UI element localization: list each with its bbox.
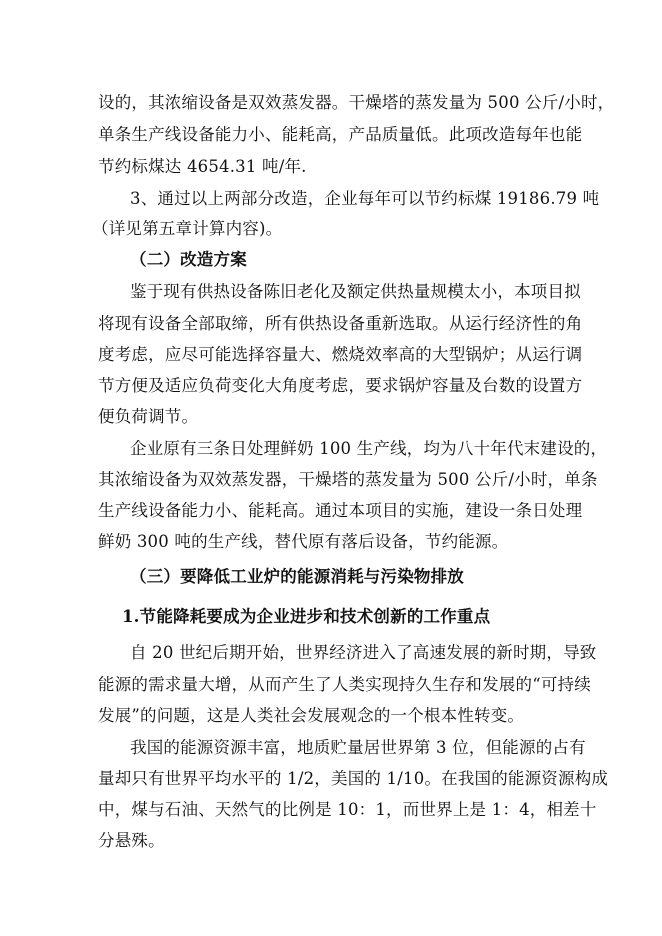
text-line: 便负荷调节。 [98,407,199,426]
text-line: 分悬殊。 [98,831,165,850]
text-line: 节约标煤达 4654.31 吨/年. [98,157,307,176]
text-line: （详见第五章计算内容)。 [92,219,283,238]
text-line: 我国的能源资源丰富，地质贮量居世界第 3 位，但能源的占有 [130,738,586,757]
text-line: 3、通过以上两部分改造，企业每年可以节约标煤 19186.79 吨 [130,189,600,208]
text-line: 量却只有世界平均水平的 1/2，美国的 1/10。在我国的能源资源构成 [98,769,609,788]
subsection-heading: 1.节能降耗要成为企业进步和技术创新的工作重点 [122,607,491,626]
section-heading: （三）要降低工业炉的能源消耗与污染物排放 [130,567,464,586]
text-line: 设的，其浓缩设备是双效蒸发器。干燥塔的蒸发量为 500 公斤/小时， [98,93,615,112]
text-line: 单条生产线设备能力小、能耗高，产品质量低。此项改造每年也能 [98,125,583,144]
text-line: 鲜奶 300 吨的生产线，替代原有落后设备，节约能源。 [98,532,509,551]
text-line: 生产线设备能力小、能耗高。通过本项目的实施，建设一条日处理 [98,501,583,520]
text-line: 中，煤与石油、天然气的比例是 10：1，而世界上是 1：4，相差十 [98,800,597,819]
text-line: 其浓缩设备为双效蒸发器，干燥塔的蒸发量为 500 公斤/小时，单条 [98,470,598,489]
text-line: 企业原有三条日处理鲜奶 100 生产线，均为八十年代末建设的， [130,439,608,458]
text-line: 发展”的问题，这是人类社会发展观念的一个根本性转变。 [98,706,525,725]
text-line: 能源的需求量大增，从而产生了人类实现持久生存和发展的“可持续 [98,675,591,694]
text-line: 度考虑，应尽可能选择容量大、燃烧效率高的大型锅炉；从运行调 [98,345,583,364]
text-line: 将现有设备全部取缔，所有供热设备重新选取。从运行经济性的角 [98,314,583,333]
text-line: 节方便及适应负荷变化大角度考虑，要求锅炉容量及台数的设置方 [98,376,583,395]
text-line: 自 20 世纪后期开始，世界经济进入了高速发展的新时期，导致 [130,643,597,662]
section-heading: （二）改造方案 [130,250,247,269]
text-line: 鉴于现有供热设备陈旧老化及额定供热量规模太小，本项目拟 [130,282,581,301]
